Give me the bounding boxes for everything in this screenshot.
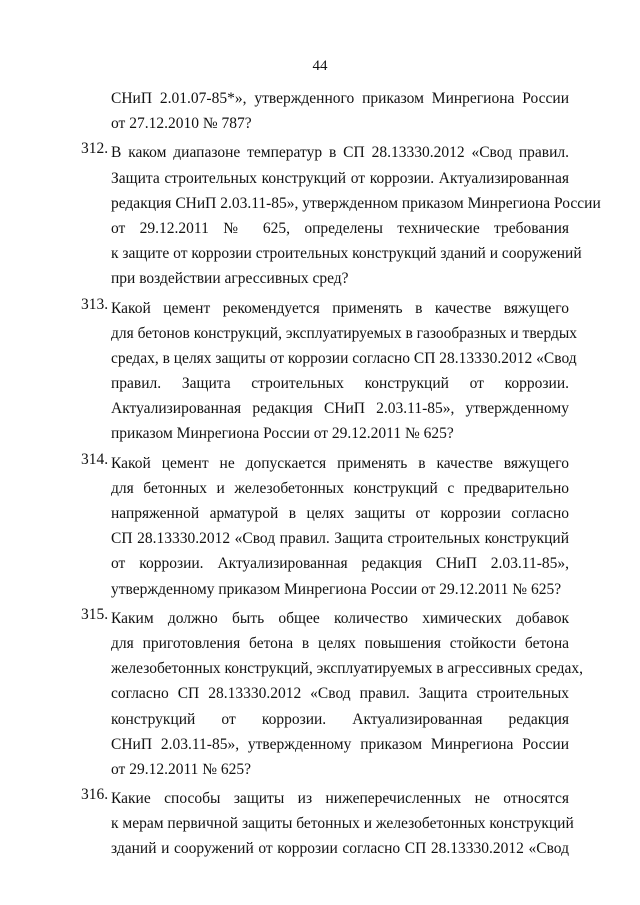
question-number: 313. <box>81 295 109 313</box>
text-line: напряженной арматурой в целях защиты от коррозии согласно <box>111 505 569 522</box>
text-line: от коррозии. Актуализированная редакция СНиП 2.03.11-85», <box>111 555 569 573</box>
text-line: при воздействии агрессивных сред? <box>111 270 349 288</box>
text-line: для приготовления бетона в целях повышения стойкости бетона <box>111 634 569 652</box>
text-line: к защите от коррозии строительных конструкций зданий и сооружений <box>111 245 582 263</box>
text-line: для бетонных и железобетонных конструкций с предварительно <box>111 479 569 497</box>
text-line: зданий и сооружений от коррозии согласно СП 28.13330.2012 «Свод <box>111 840 569 858</box>
text-line: конструкций от коррозии. Актуализированная редакция <box>111 710 569 728</box>
text-line: утвержденному приказом Минрегиона России от 29.12.2011 № 625? <box>111 580 562 598</box>
question-number: 314. <box>81 450 109 468</box>
question-number: 312. <box>81 140 109 158</box>
text-line: от 29.12.2011 № 625, определены технические требования <box>111 219 569 237</box>
text-line: правил. Защита строительных конструкций от коррозии. <box>111 375 569 393</box>
text-line: Защита строительных конструкций от коррозии. Актуализированная <box>111 169 569 187</box>
text-line: согласно СП 28.13330.2012 «Свод правил. Защита строительных <box>111 685 569 703</box>
text-line: Какой цемент рекомендуется применять в качестве вяжущего <box>111 299 569 317</box>
text-line: приказом Минрегиона России от 29.12.2011 № 625? <box>111 425 454 443</box>
text-line: Каким должно быть общее количество химических добавок <box>111 609 569 627</box>
text-line: от 29.12.2011 № 625? <box>111 760 252 778</box>
text-line: Какие способы защиты из нижеперечисленных не относятся <box>111 790 569 808</box>
text-line: Актуализированная редакция СНиП 2.03.11-85», утвержденному <box>111 400 569 418</box>
continued-paragraph <box>81 86 569 136</box>
text-line: СНиП 2.01.07-85*», утвержденного приказом Минрегиона России <box>111 90 569 107</box>
question-item <box>81 140 601 291</box>
text-line: средах, в целях защиты от коррозии согласно СП 28.13330.2012 «Свод <box>111 349 577 367</box>
page-number: 44 <box>312 58 328 74</box>
document-body <box>81 86 601 862</box>
text-line: Какой цемент не допускается применять в качестве вяжущего <box>111 454 569 472</box>
question-item <box>81 786 574 862</box>
text-line: В каком диапазоне температур в СП 28.13330.2012 «Свод правил. <box>111 144 569 162</box>
question-number: 315. <box>81 605 109 623</box>
question-item <box>81 295 578 447</box>
text-line: редакция СНиП 2.03.11-85», утвержденном приказом Минрегиона России <box>111 194 601 212</box>
text-line: для бетонов конструкций, эксплуатируемых в газообразных и твердых <box>111 324 578 342</box>
text-line: железобетонных конструкций, эксплуатируемых в агрессивных средах, <box>111 660 584 678</box>
question-item <box>81 605 584 782</box>
question-item <box>81 451 569 602</box>
text-line: СП 28.13330.2012 «Свод правил. Защита строительных конструкций <box>111 530 569 548</box>
text-line: СНиП 2.03.11-85», утвержденному приказом Минрегиона России <box>111 735 569 753</box>
text-line: от 27.12.2010 № 787? <box>111 115 252 133</box>
text-line: к мерам первичной защиты бетонных и железобетонных конструкций <box>111 815 574 833</box>
question-number: 316. <box>81 786 109 804</box>
